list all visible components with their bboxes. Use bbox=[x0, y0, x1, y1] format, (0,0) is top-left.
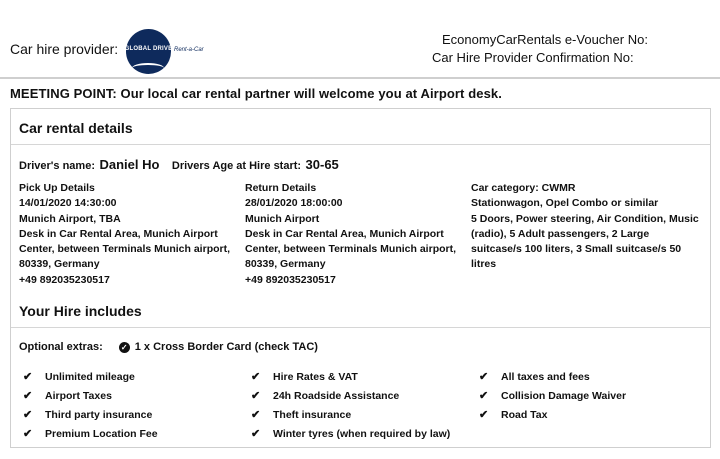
pickup-location: Munich Airport, TBA bbox=[19, 212, 121, 225]
section-title-hire: Your Hire includes bbox=[19, 303, 142, 319]
provider-label: Car hire provider: bbox=[10, 41, 119, 57]
car-features: 5 Doors, Power steering, Air Condition, Music (radio), 5 Adult passengers, 2 Large suitcase/s 100 liters, 3 Small suitcase/s 50 litres bbox=[471, 212, 699, 271]
check-icon: ✔ bbox=[23, 371, 33, 383]
included-item bbox=[23, 405, 248, 424]
section-divider bbox=[11, 144, 710, 145]
included-item bbox=[23, 367, 248, 386]
included-item-label: Collision Damage Waiver bbox=[501, 389, 627, 402]
driver-name-label: Driver's name: bbox=[19, 160, 95, 172]
included-item-label: Airport Taxes bbox=[45, 389, 112, 402]
included-item-label: All taxes and fees bbox=[501, 370, 590, 383]
voucher-number-label: EconomyCarRentals e-Voucher No: bbox=[442, 32, 648, 47]
driver-line bbox=[19, 156, 339, 174]
included-item bbox=[251, 424, 476, 443]
check-icon: ✔ bbox=[479, 390, 489, 402]
return-details bbox=[245, 181, 467, 288]
check-icon: ✔ bbox=[23, 428, 33, 440]
car-model: Stationwagon, Opel Combo or similar bbox=[471, 197, 659, 210]
pickup-address: Desk in Car Rental Area, Munich Airport Center, between Terminals Munich airport, 80339, Germany bbox=[19, 227, 231, 271]
car-rental-details-section bbox=[10, 108, 711, 296]
included-item-label: Hire Rates & VAT bbox=[273, 370, 358, 383]
logo-swirl bbox=[132, 63, 164, 73]
return-datetime: 28/01/2020 18:00:00 bbox=[245, 197, 343, 210]
return-address: Desk in Car Rental Area, Munich Airport Center, between Terminals Munich airport, 80339, Germany bbox=[245, 227, 457, 271]
included-item bbox=[23, 424, 248, 443]
check-icon: ✔ bbox=[479, 371, 489, 383]
includes-column-2 bbox=[251, 367, 476, 443]
included-item-label: 24h Roadside Assistance bbox=[273, 389, 400, 402]
car-details bbox=[471, 181, 699, 273]
pickup-details bbox=[19, 181, 241, 288]
included-item bbox=[479, 405, 704, 424]
driver-age: 30-65 bbox=[305, 157, 339, 172]
includes-column-3 bbox=[479, 367, 704, 424]
included-item bbox=[479, 367, 704, 386]
return-location: Munich Airport bbox=[245, 212, 320, 225]
section-divider bbox=[11, 327, 710, 328]
check-icon: ✔ bbox=[251, 409, 261, 421]
included-item-label: Unlimited mileage bbox=[45, 370, 135, 383]
included-item-label: Premium Location Fee bbox=[45, 427, 158, 440]
hire-includes-section bbox=[10, 294, 711, 448]
included-item bbox=[23, 386, 248, 405]
pickup-phone: +49 892035230517 bbox=[19, 273, 110, 286]
check-icon: ✔ bbox=[251, 371, 261, 383]
check-icon: ✔ bbox=[23, 390, 33, 402]
included-item-label: Winter tyres (when required by law) bbox=[273, 427, 451, 440]
included-item bbox=[251, 405, 476, 424]
check-icon: ✔ bbox=[479, 409, 489, 421]
pickup-datetime: 14/01/2020 14:30:00 bbox=[19, 197, 117, 210]
car-category: Car category: CWMR bbox=[471, 182, 576, 194]
pickup-heading: Pick Up Details bbox=[19, 182, 95, 194]
included-item bbox=[251, 367, 476, 386]
optional-extras-value: 1 x Cross Border Card (check TAC) bbox=[134, 341, 318, 353]
check-icon: ✔ bbox=[23, 409, 33, 421]
driver-age-label: Drivers Age at Hire start: bbox=[171, 160, 302, 172]
optional-extras-label: Optional extras: bbox=[19, 341, 103, 353]
return-phone: +49 892035230517 bbox=[245, 273, 336, 286]
header-divider bbox=[0, 77, 720, 79]
included-item bbox=[251, 386, 476, 405]
provider-logo bbox=[122, 28, 212, 76]
driver-name: Daniel Ho bbox=[99, 157, 160, 172]
included-item-label: Theft insurance bbox=[273, 408, 352, 421]
optional-extras bbox=[19, 341, 318, 353]
meeting-point: MEETING POINT: Our local car rental partner will welcome you at Airport desk. bbox=[10, 86, 502, 101]
includes-column-1 bbox=[23, 367, 248, 443]
confirmation-number-label: Car Hire Provider Confirmation No: bbox=[432, 50, 634, 65]
check-circle-icon: ✓ bbox=[119, 342, 130, 353]
return-heading: Return Details bbox=[245, 182, 317, 194]
included-item bbox=[479, 386, 704, 405]
voucher-header bbox=[0, 0, 720, 78]
check-icon: ✔ bbox=[251, 428, 261, 440]
included-item-label: Road Tax bbox=[501, 408, 548, 421]
logo-text: GLOBAL DRIVE bbox=[124, 46, 173, 52]
included-item-label: Third party insurance bbox=[45, 408, 153, 421]
check-icon: ✔ bbox=[251, 390, 261, 402]
logo-tagline: Rent-a-Car bbox=[174, 47, 204, 53]
section-title-rental: Car rental details bbox=[19, 120, 133, 136]
